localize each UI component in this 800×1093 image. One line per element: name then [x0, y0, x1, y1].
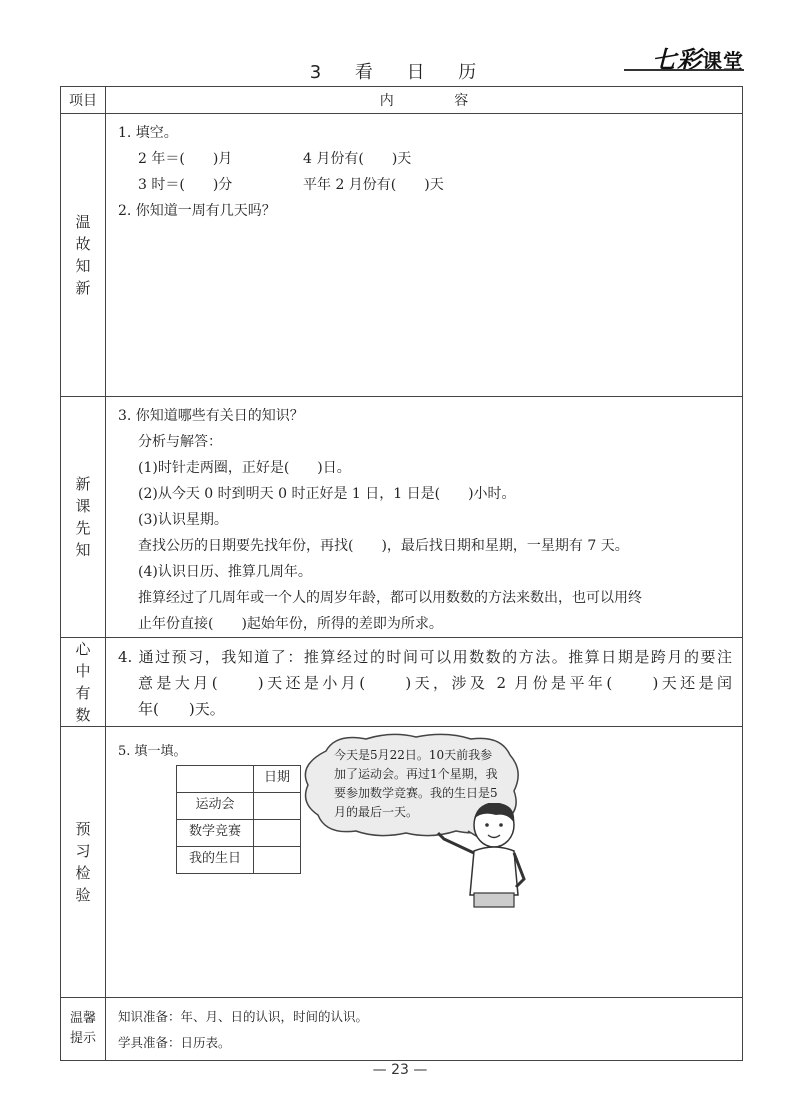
review-label: 温故知新: [75, 213, 91, 297]
q3: 3. 你知道哪些有关日的知识？: [118, 408, 304, 424]
tips-tools: 学具准备：日历表。: [118, 1035, 231, 1050]
mind-line1: 4. 通过预习，我知道了：推算经过的时间可以用数数的方法。推算日期是跨月的要注: [118, 648, 732, 666]
analysis: 分析与解答：: [138, 434, 222, 450]
q1-c: 3 时＝( )分: [138, 177, 233, 193]
row-value-math[interactable]: [254, 820, 301, 847]
review-label-cell: [61, 114, 106, 397]
mind-label: 心中有数: [75, 640, 91, 724]
mind-label-cell: [61, 638, 106, 727]
page-title: 3 看 日 历: [309, 62, 491, 83]
date-table: [176, 765, 301, 874]
q1-b: 4 月份有( )天: [303, 151, 412, 167]
table-header-row: [61, 87, 743, 114]
row-value-sports[interactable]: [254, 793, 301, 820]
table-row: [177, 847, 301, 874]
p4: (4)认识日历、推算几周年。: [138, 564, 312, 580]
q1-d: 平年 2 月份有( )天: [303, 177, 444, 193]
boy-illustration: [416, 803, 566, 913]
q1-line1: [118, 146, 732, 172]
check-content: [106, 727, 743, 998]
header-content: 内 容: [106, 87, 743, 114]
header-item: 项目: [61, 87, 106, 114]
p3: (3)认识星期。: [138, 512, 228, 528]
mind-content: [106, 638, 743, 727]
tips-row: [61, 998, 743, 1061]
q1-line2: [118, 172, 732, 198]
mind-line3: 年( )天。: [138, 700, 225, 718]
p4-body1: 推算经过了几周年或一个人的周岁年龄，都可以用数数的方法来数出，也可以用终: [138, 590, 642, 606]
check-row: [61, 727, 743, 998]
mind-line2: 意是大月( )天还是小月( )天，涉及 2 月份是平年( )天还是闰: [138, 674, 732, 692]
q1-title: 1. 填空。: [118, 125, 178, 141]
p4-body2: 止年份直接( )起始年份，所得的差即为所求。: [138, 616, 443, 632]
p1: (1)时针走两圈，正好是( )日。: [138, 460, 351, 476]
date-table-head-label: 日期: [254, 766, 301, 793]
tips-content: [106, 998, 743, 1061]
date-table-corner: [177, 766, 254, 793]
row-label-sports: 运动会: [177, 793, 254, 820]
p3-body: 查找公历的日期要先找年份，再找( )，最后找日期和星期，一星期有 7 天。: [138, 538, 629, 554]
check-label-cell: [61, 727, 106, 998]
bubble-text: 今天是5月22日。10天前我参加了运动会。再过1个星期，我要参加数学竞赛。我的生日是5月的最后一天。: [334, 748, 498, 819]
row-value-birthday[interactable]: [254, 847, 301, 874]
preview-row: [61, 397, 743, 638]
worksheet-table: [60, 86, 743, 1061]
review-content: [106, 114, 743, 397]
row-label-birthday: 我的生日: [177, 847, 254, 874]
table-row: [177, 793, 301, 820]
p2: (2)从今天 0 时到明天 0 时正好是 1 日，1 日是( )小时。: [138, 486, 516, 502]
mind-row: [61, 638, 743, 727]
review-row: [61, 114, 743, 397]
preview-label-cell: [61, 397, 106, 638]
date-table-head: [177, 766, 301, 793]
tips-label-cell: [61, 998, 106, 1061]
preview-content: [106, 397, 743, 638]
q1-a: 2 年＝( )月: [138, 151, 233, 167]
tips-label: 温馨提示: [69, 1011, 96, 1046]
preview-label: 新课先知: [75, 475, 91, 559]
table-row: [177, 820, 301, 847]
tips-knowledge: 知识准备：年、月、日的认识，时间的认识。: [118, 1009, 369, 1024]
q5: 5. 填一填。: [118, 744, 187, 759]
brand-small: 课堂: [702, 49, 744, 73]
page-number: — 23 —: [372, 1062, 428, 1078]
row-label-math: 数学竞赛: [177, 820, 254, 847]
brand-big: 七彩: [652, 46, 702, 74]
q2: 2. 你知道一周有几天吗？: [118, 203, 276, 219]
check-label: 预习检验: [75, 820, 91, 904]
